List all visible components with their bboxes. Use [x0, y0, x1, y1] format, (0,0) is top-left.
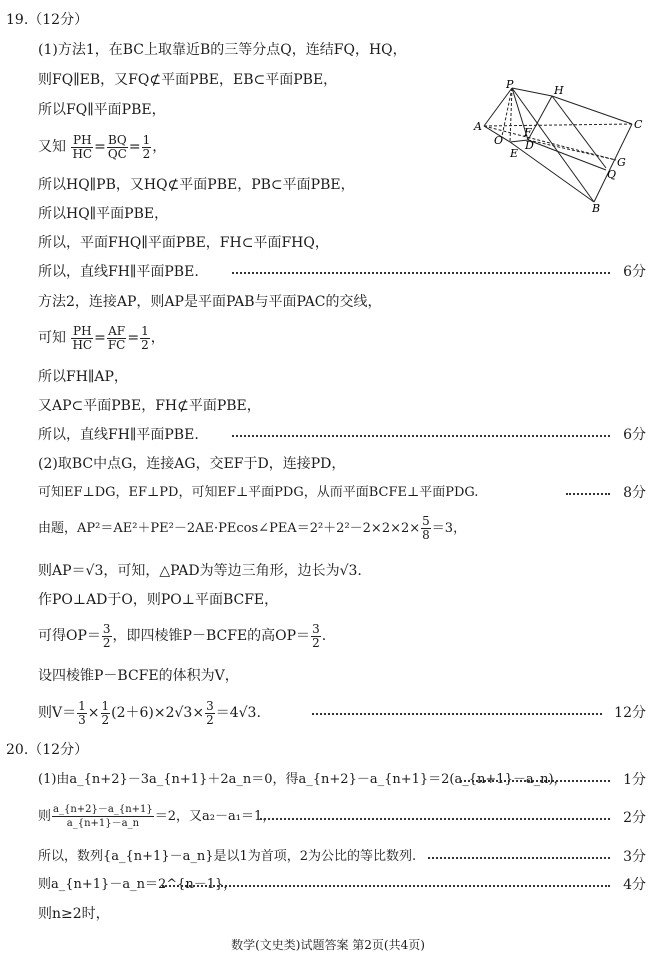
numerator: 3 [312, 621, 320, 636]
score-6-a: 6分 [623, 264, 646, 280]
fraction-one-half [142, 134, 152, 161]
q19-line-14: (2)取BC中点G，连接AG，交EF于D，连接PD， [38, 456, 346, 472]
score-1: 1分 [623, 772, 646, 788]
q19-line-19 [38, 621, 326, 651]
text-prefix: 又知 [38, 139, 66, 155]
denominator: 2 [102, 635, 111, 650]
score-4: 4分 [623, 877, 646, 893]
denominator: 3 [78, 712, 86, 727]
text-suffix: ＝3， [431, 521, 467, 536]
score-3: 3分 [623, 849, 646, 865]
fraction-ph-hc [71, 134, 93, 161]
q19-line-13: 所以，直线FH∥平面PBE. [38, 427, 199, 443]
q19-line-2: 则FQ∥EB，又FQ⊄平面PBE，EB⊂平面PBE， [38, 72, 338, 88]
q20-header: 20.（12分） [6, 742, 89, 758]
text-suffix: ， [150, 330, 165, 346]
denominator: 8 [422, 528, 430, 542]
label-h: H [554, 84, 564, 97]
denominator: FC [107, 337, 126, 352]
denominator: 2 [312, 635, 320, 650]
fraction-three-halves [311, 623, 321, 650]
equals-sign: = [94, 330, 106, 346]
text-prefix: 则V＝ [38, 705, 77, 721]
q19-line-11: 所以FH∥AP， [38, 369, 128, 385]
text-prefix: 可得OP＝ [38, 628, 101, 644]
q19-line-9: 方法2，连接AP，则AP是平面PAB与平面PAC的交线， [38, 294, 382, 310]
denominator: HC [72, 337, 93, 352]
numerator: a_{n+2}－a_{n+1} [53, 804, 153, 815]
score-2: 2分 [623, 810, 646, 826]
numerator: 1 [142, 132, 151, 147]
dot-leader [312, 713, 602, 715]
numerator: PH [73, 132, 92, 147]
q19-line-5: 所以HQ∥PB，又HQ⊄平面PBE，PB⊂平面PBE， [38, 177, 355, 193]
score-8: 8分 [623, 485, 646, 501]
q19-line-7: 所以，平面FHQ∥平面PBE，FH⊂平面FHQ， [38, 235, 329, 251]
q19-line-21 [38, 697, 261, 729]
fraction-three-halves [205, 700, 215, 727]
q19-line-15: 可知EF⊥DG，EF⊥PD，可知EF⊥平面PDG，从而平面BCFE⊥平面PDG. [38, 485, 479, 500]
q19-line-17: 则AP＝√3，可知，△PAD为等边三角形，边长为√3. [38, 563, 362, 579]
fraction-one-half [140, 325, 150, 352]
numerator: AF [108, 323, 126, 338]
dot-leader [566, 493, 610, 495]
dot-leader [428, 857, 610, 859]
fraction-three-halves [102, 623, 112, 650]
numerator: 3 [102, 621, 111, 636]
q20-line-1: (1)由a_{n+2}－3a_{n+1}＋2a_n＝0，得a_{n+2}－a_{n+1}＝2(a_{n+1}－a_n)， [38, 772, 567, 787]
q19-line-1: (1)方法1，在BC上取靠近B的三等分点Q，连结FQ，HQ， [38, 42, 407, 58]
q19-header: 19.（12分） [6, 12, 89, 28]
numerator: PH [73, 323, 92, 338]
numerator: 1 [141, 323, 149, 338]
dot-leader [232, 435, 610, 437]
label-e: E [510, 147, 519, 160]
text-middle: (2＋6)×2√3× [111, 705, 205, 721]
denominator: QC [107, 146, 127, 161]
page-footer: 数学(文史类)试题答案 第2页(共4页) [231, 938, 425, 952]
fraction-five-eighths [421, 515, 431, 542]
text-prefix: 则 [38, 809, 52, 824]
label-b: B [592, 202, 601, 214]
denominator: 2 [142, 146, 151, 161]
text-suffix: ＝2，又a₂－a₁＝1， [154, 809, 276, 824]
label-c: C [634, 118, 643, 131]
numerator: 3 [206, 698, 214, 713]
text-suffix: ＝4√3. [215, 705, 261, 721]
numerator: BQ [108, 132, 127, 147]
q20-line-4: 则a_{n+1}－a_n＝2^{n－1}， [38, 877, 237, 892]
text-suffix: . [321, 628, 327, 644]
label-f: F [524, 126, 532, 139]
times-sign: × [87, 705, 100, 721]
score-6-b: 6分 [623, 427, 646, 443]
q19-line-3: 所以FQ∥平面PBE， [38, 102, 166, 118]
numerator: 1 [78, 698, 86, 713]
q19-line-8: 所以，直线FH∥平面PBE. [38, 264, 199, 280]
label-d: D [525, 139, 534, 152]
text-prefix: 可知 [38, 330, 66, 346]
denominator: 2 [141, 337, 149, 352]
numerator: 1 [101, 698, 110, 713]
numerator: 5 [422, 514, 430, 528]
label-o: O [494, 134, 504, 147]
q19-line-16 [38, 514, 466, 544]
text-suffix: ， [152, 139, 167, 155]
fraction-ratio [52, 803, 154, 830]
score-12: 12分 [614, 705, 646, 721]
denominator: HC [72, 146, 93, 161]
fraction-af-fc [107, 325, 127, 352]
equals-sign: = [127, 330, 140, 346]
fraction-ph-hc [71, 325, 93, 352]
dot-leader [232, 272, 610, 274]
dot-leader [460, 780, 610, 782]
label-p: P [506, 78, 514, 91]
equals-sign: = [94, 139, 106, 155]
denominator: 2 [206, 712, 214, 727]
pyramid-figure [470, 78, 650, 214]
dot-leader [162, 885, 610, 887]
denominator: 2 [101, 712, 110, 727]
q19-line-6: 所以HQ∥平面PBE， [38, 206, 169, 222]
label-q: Q [607, 168, 617, 181]
dot-leader [260, 818, 610, 820]
text-middle: ，即四棱锥P－BCFE的高OP＝ [112, 628, 311, 644]
label-a: A [474, 120, 482, 133]
fraction-one-half [101, 700, 111, 727]
equals-sign: = [128, 139, 141, 155]
q19-line-18: 作PO⊥AD于O，则PO⊥平面BCFE， [38, 592, 279, 608]
q19-line-10 [38, 323, 165, 353]
fraction-one-third [77, 700, 87, 727]
q20-line-3: 所以，数列{a_{n+1}－a_n}是以1为首项，2为公比的等比数列. [38, 849, 417, 864]
denominator: a_{n+1}－a_n [66, 818, 140, 829]
label-g: G [617, 156, 626, 169]
q20-line-5: 则n≥2时， [38, 906, 110, 922]
q19-line-4 [38, 132, 166, 162]
q19-line-12: 又AP⊂平面PBE，FH⊄平面PBE， [38, 398, 261, 414]
fraction-bq-qc [107, 134, 128, 161]
text-prefix: 由题，AP²＝AE²＋PE²－2AE·PEcos∠PEA＝2²＋2²－2×2×2× [38, 521, 421, 536]
q20-line-2 [38, 800, 275, 834]
q19-line-20: 设四棱锥P－BCFE的体积为V， [38, 668, 239, 684]
